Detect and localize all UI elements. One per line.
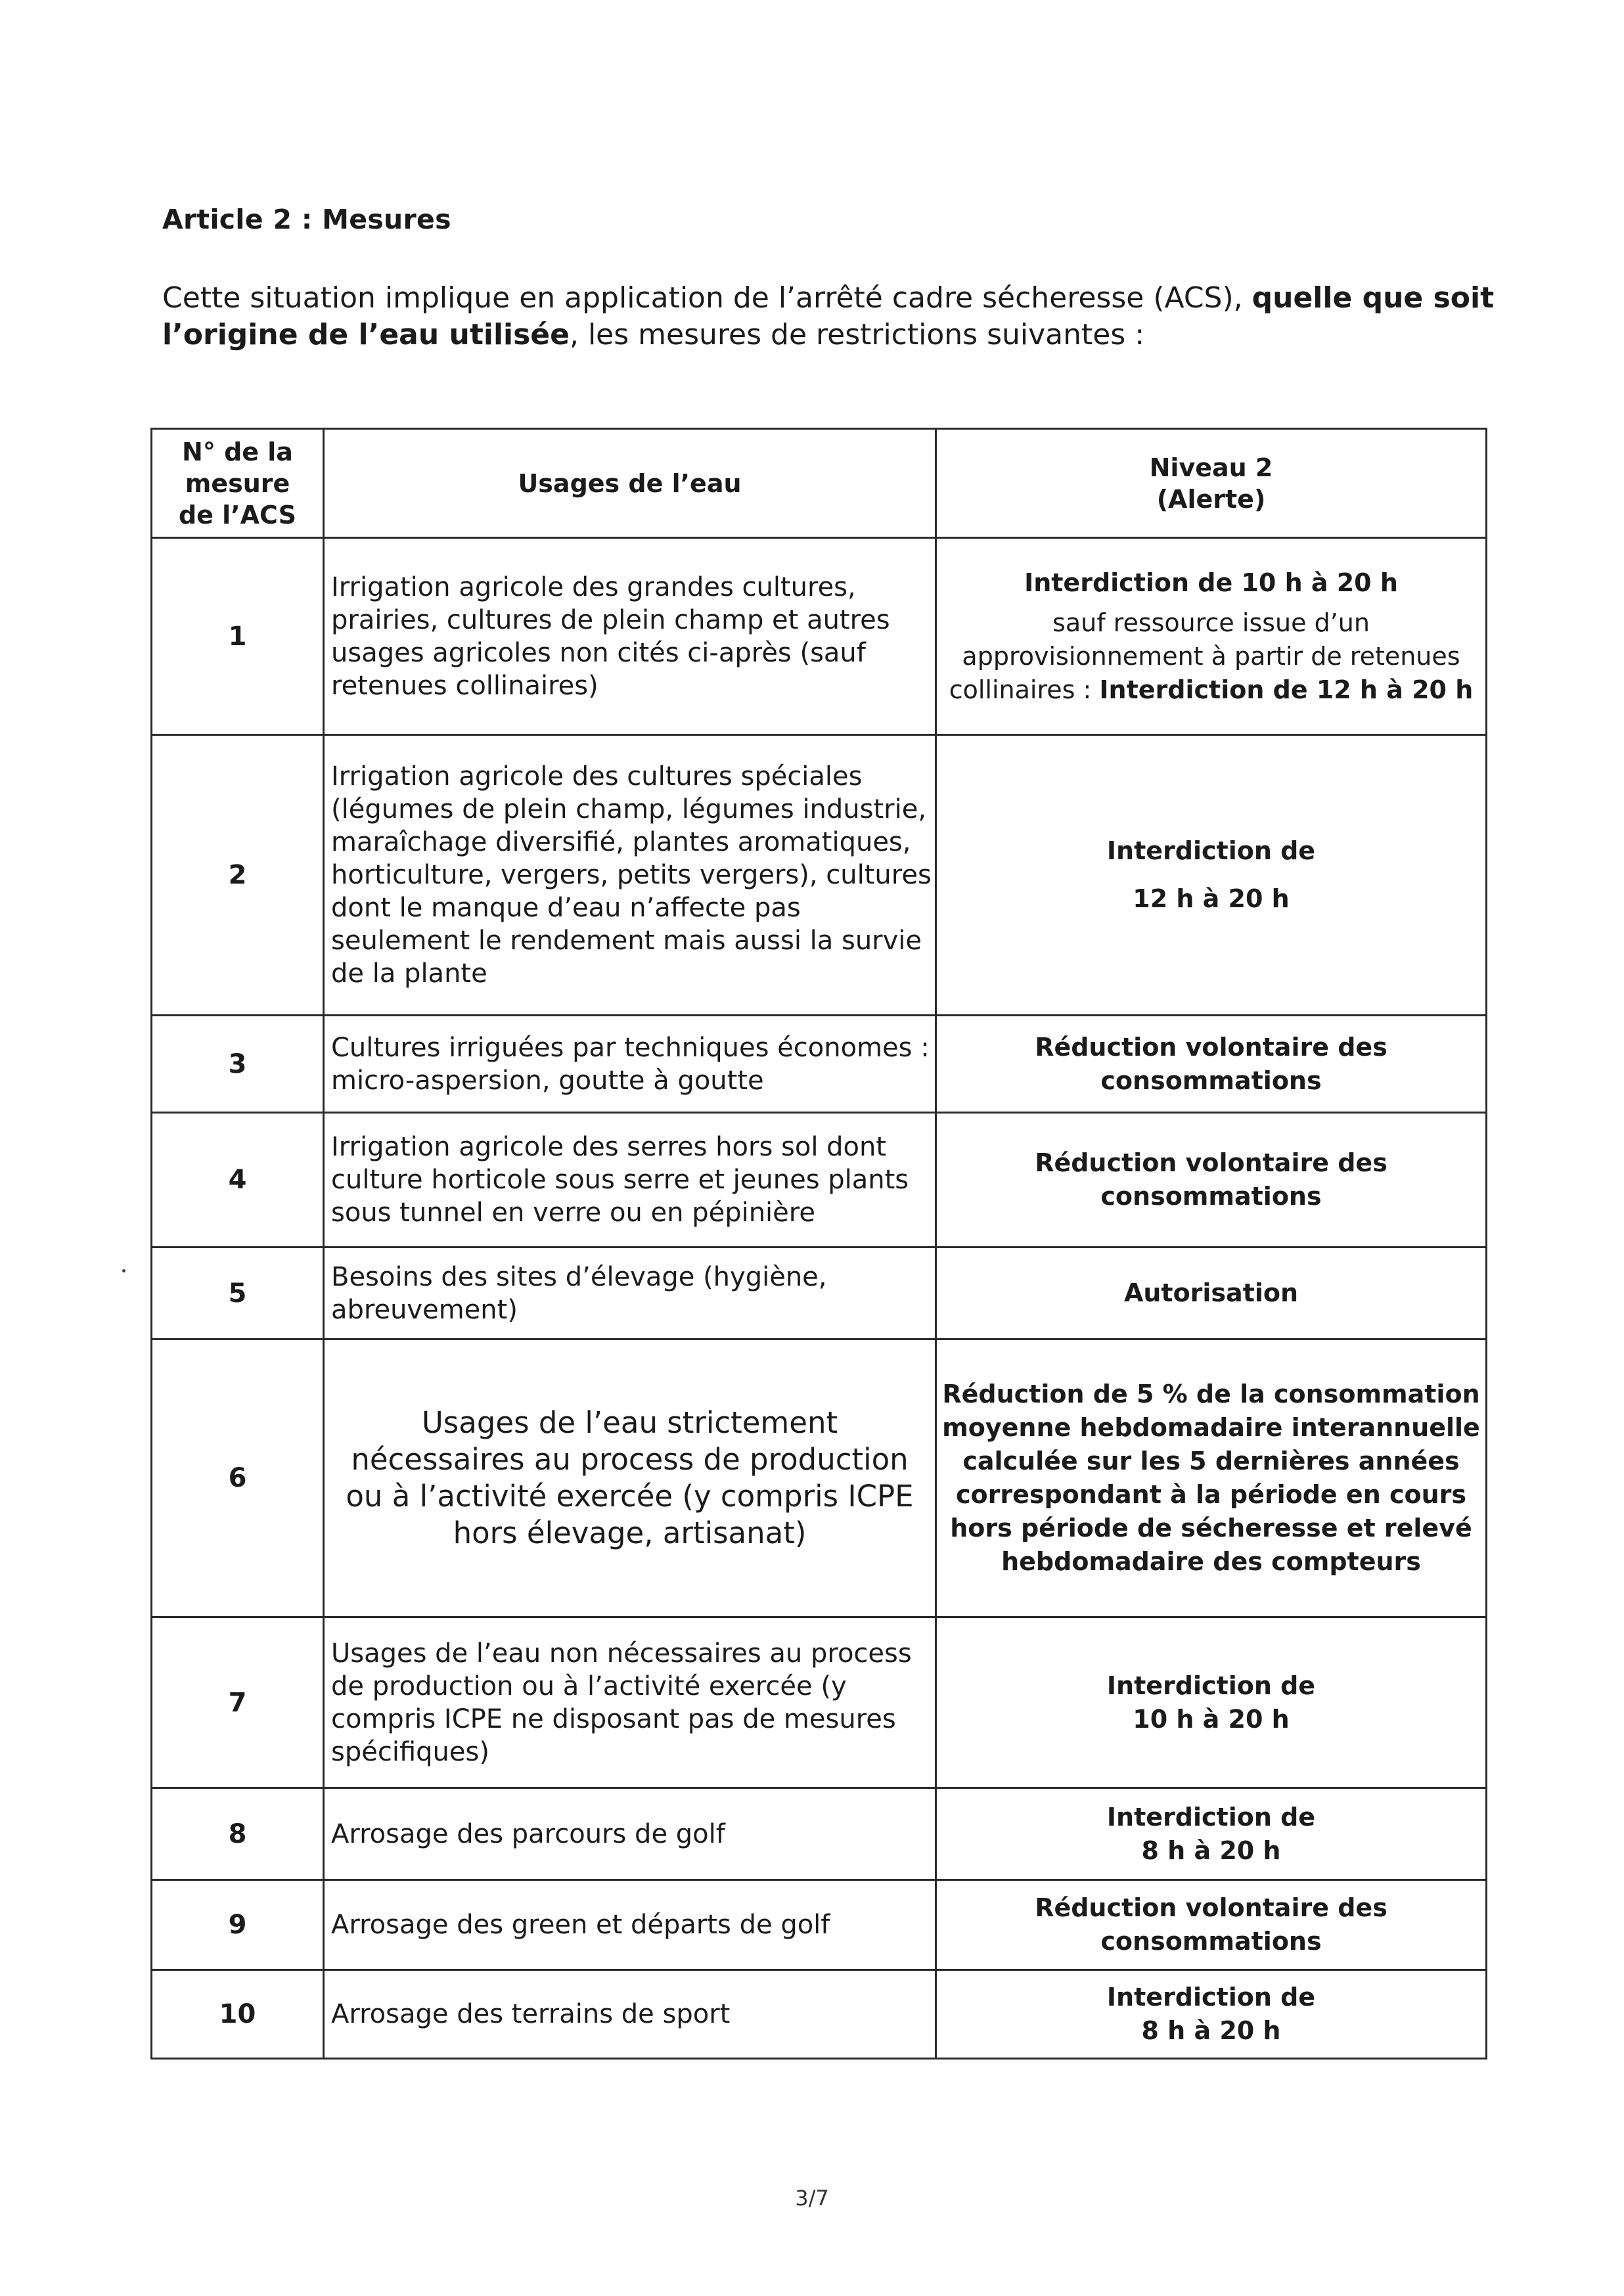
measure-number: 2 bbox=[152, 735, 324, 1016]
level-text: Réduction volontaire des consommations bbox=[936, 1016, 1487, 1113]
article-heading: Article 2 : Mesures bbox=[162, 204, 451, 235]
level-line1: Interdiction de bbox=[1106, 1983, 1316, 2012]
intro-text-bold: quelle que soit l’origine de l’eau utilisée bbox=[162, 281, 1495, 351]
level-line1: Interdiction de bbox=[1106, 1802, 1316, 1832]
measure-number: 7 bbox=[152, 1617, 324, 1788]
level-text: sauf ressource issue d’un approvisionnement à partir de retenues collinaires : Interdiction de 12 h à 20 h bbox=[949, 608, 1474, 704]
measure-number: 6 bbox=[152, 1339, 324, 1617]
level-line2: 8 h à 20 h bbox=[1141, 1835, 1281, 1865]
usage-text: Arrosage des parcours de golf bbox=[324, 1788, 936, 1880]
scan-speck bbox=[122, 1269, 125, 1272]
level-cell bbox=[936, 1970, 1487, 2059]
table-row bbox=[152, 735, 1487, 1016]
measure-number: 1 bbox=[152, 538, 324, 735]
level-text: Réduction de 5 % de la consommation moyenne hebdomadaire interannuelle calculée sur les 5 dernières années correspondant à la période en cours hors période de sécheresse et relevé hebdomadaire des compteurs bbox=[936, 1339, 1487, 1617]
table-row bbox=[152, 1248, 1487, 1339]
measure-number: 3 bbox=[152, 1016, 324, 1113]
measures-table bbox=[150, 428, 1487, 2060]
table-row bbox=[152, 1788, 1487, 1880]
intro-text-part2: , les mesures de restrictions suivantes : bbox=[569, 318, 1145, 351]
intro-text-part1: Cette situation implique en application de l’arrêté cadre sécheresse (ACS), bbox=[162, 281, 1252, 315]
usage-text: Arrosage des terrains de sport bbox=[324, 1970, 936, 2059]
measure-number: 5 bbox=[152, 1248, 324, 1339]
table-row bbox=[152, 1016, 1487, 1113]
level-cell bbox=[936, 1788, 1487, 1880]
level-line1: Interdiction de bbox=[1106, 1671, 1316, 1700]
level-text: Réduction volontaire des consommations bbox=[936, 1113, 1487, 1248]
page-number: 3/7 bbox=[795, 2186, 829, 2211]
table-row bbox=[152, 1970, 1487, 2059]
table-header-row bbox=[152, 429, 1487, 538]
level-line2: 12 h à 20 h bbox=[1133, 884, 1290, 913]
level-line2: 10 h à 20 h bbox=[1133, 1704, 1290, 1734]
table-row bbox=[152, 1339, 1487, 1617]
level-text: Autorisation bbox=[936, 1248, 1487, 1339]
usage-text: Usages de l’eau non nécessaires au process de production ou à l’activité exercée (y compris ICPE ne disposant pas de mesures spécifiques) bbox=[324, 1617, 936, 1788]
table-row bbox=[152, 1113, 1487, 1248]
usage-text: Irrigation agricole des cultures spéciales (légumes de plein champ, légumes industrie, maraîchage diversifié, plantes aromatiques, horticulture, vergers, petits vergers), cultures dont le manque d’eau n’affecte pas seulement le rendement mais aussi la survie de la plante bbox=[324, 735, 936, 1016]
measure-number: 8 bbox=[152, 1788, 324, 1880]
table-row bbox=[152, 538, 1487, 735]
level-cell bbox=[936, 1617, 1487, 1788]
level-text: Réduction volontaire des consommations bbox=[936, 1880, 1487, 1970]
table-row bbox=[152, 1880, 1487, 1970]
level-line2: 8 h à 20 h bbox=[1141, 2016, 1281, 2045]
usage-text: Arrosage des green et départs de golf bbox=[324, 1880, 936, 1970]
usage-text: Irrigation agricole des serres hors sol dont culture horticole sous serre et jeunes plants sous tunnel en verre ou en pépinière bbox=[324, 1113, 936, 1248]
header-measure-number: N° de la mesure de l’ACS bbox=[152, 429, 324, 538]
usage-text: Irrigation agricole des grandes cultures, prairies, cultures de plein champ et autres usages agricoles non cités ci-après (sauf retenues collinaires) bbox=[324, 538, 936, 735]
intro-paragraph bbox=[162, 280, 1496, 353]
level-bold-line: Interdiction de 10 h à 20 h bbox=[1024, 568, 1398, 597]
level-cell bbox=[936, 538, 1487, 735]
header-level-line2: (Alerte) bbox=[1156, 484, 1266, 514]
level-cell bbox=[936, 735, 1487, 1016]
usage-text: Cultures irriguées par techniques économes : micro-aspersion, goutte à goutte bbox=[324, 1016, 936, 1113]
measure-number: 10 bbox=[152, 1970, 324, 2059]
header-level-line1: Niveau 2 bbox=[1149, 453, 1273, 482]
measure-number: 9 bbox=[152, 1880, 324, 1970]
level-line1: Interdiction de bbox=[1106, 836, 1316, 865]
header-water-usage: Usages de l’eau bbox=[324, 429, 936, 538]
usage-text: Usages de l’eau strictement nécessaires au process de production ou à l’activité exercée (y compris ICPE hors élevage, artisanat) bbox=[324, 1339, 936, 1617]
usage-text: Besoins des sites d’élevage (hygiène, abreuvement) bbox=[324, 1248, 936, 1339]
header-level bbox=[936, 429, 1487, 538]
table-row bbox=[152, 1617, 1487, 1788]
measure-number: 4 bbox=[152, 1113, 324, 1248]
